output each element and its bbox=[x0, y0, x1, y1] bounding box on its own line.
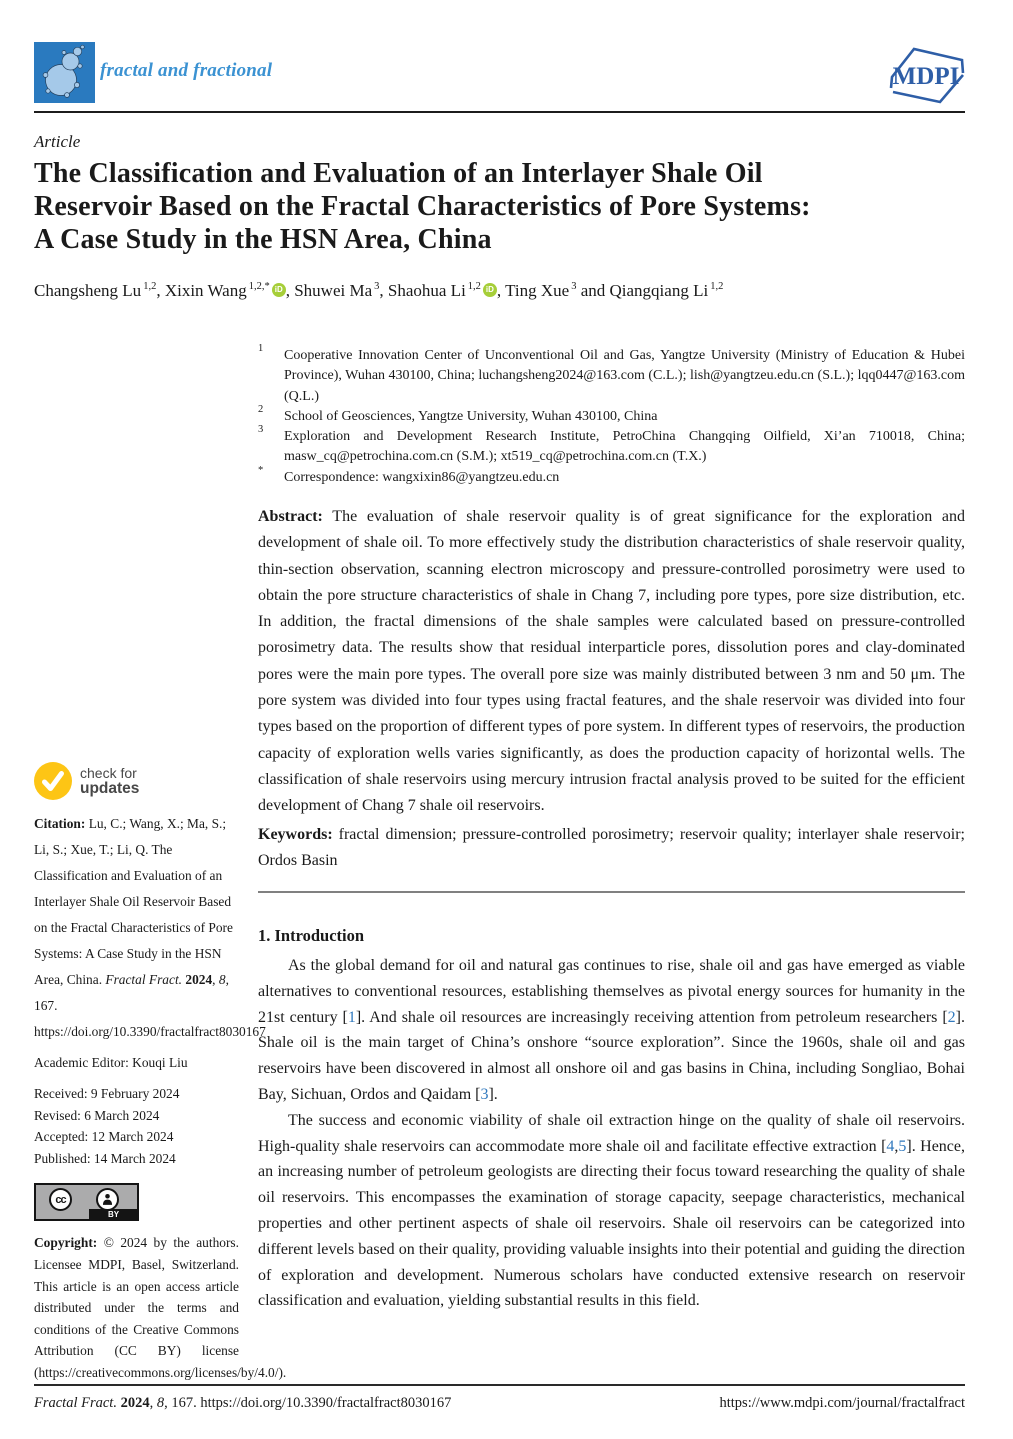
author: Qiangqiang Li $^{1,2}$ bbox=[609, 281, 724, 300]
section-heading: 1. Introduction bbox=[258, 926, 365, 945]
page-footer bbox=[34, 1395, 965, 1412]
affiliation-item: 1 Cooperative Innovation Center of Unconventional Oil and Gas, Yangtze University (Ministry of Education & Hubei Province), Wuhan 430100, China; luchangsheng2024@163.com (C.L.); lish@yangtzeu.edu.cn (S.L.); lqq0447@163.com (Q.L.) bbox=[258, 343, 965, 404]
abstract-text: The evaluation of shale reservoir quality is of great significance for the exploration and development of shale oil. To more effectively study the distribution characteristics of shale reservoir quality, thin-section observation, scanning electron microscopy and pressure-controlled porosimetry were used to obtain the pore structure characteristics of shale in Chang 7, including pore types, pore size distribution, etc. In addition, the fractal dimensions of the shale samples were calculated based on pressure-controlled porosimetry data. The results show that residual interparticle pores, dissolution pores and clay-dominated pores were the main pore types. The overall pore size was mainly distributed between 3 nm and 50 μm. The pore system was divided into four types using fractal features, and the shale reservoir was divided into four types based on the proportion of different types of pore system. In different types of reservoirs, the production capacity of exploration wells varies significantly, as does the production capacity of horizontal wells. The classification of shale reservoirs using mercury intrusion fractal analysis proved to be suited for the efficient development of Chang 7 shale oil reservoirs. bbox=[258, 508, 965, 815]
citation-ref[interactable]: 2 bbox=[947, 1008, 956, 1026]
revised-date: Revised: 6 March 2024 bbox=[34, 1107, 160, 1123]
license-by-label: BY bbox=[89, 1209, 138, 1220]
title-line: The Classification and Evaluation of an Interlayer Shale Oil bbox=[34, 158, 763, 189]
footer-citation[interactable]: Fractal Fract. 2024, 8, 167. https://doi.org/10.3390/fractalfract8030167 bbox=[34, 1395, 452, 1411]
orcid-icon[interactable]: iD bbox=[272, 283, 286, 297]
orcid-icon[interactable]: iD bbox=[483, 283, 497, 297]
article-type: Article bbox=[34, 132, 81, 151]
doi-link[interactable]: , 167. https://doi.org/10.3390/fractalfract8030167 bbox=[34, 972, 266, 1039]
citation-block: Citation: Lu, C.; Wang, X.; Ma, S.; Li, S.; Xue, T.; Li, Q. The Classification and Evaluation of an Interlayer Shale Oil Reservoir Based on the Fractal Characteristics of Pore Systems: A Case Study in the HSN Area, China. Fractal Fract. 2024, 8, 167. https://doi.org/10.3390/fractalfract8030167 bbox=[34, 816, 266, 1039]
check-for-updates-label: check for updates bbox=[80, 765, 140, 797]
introduction-text bbox=[258, 953, 965, 1314]
title-line: Reservoir Based on the Fractal Characteristics of Pore Systems: bbox=[34, 191, 811, 222]
title-line: A Case Study in the HSN Area, China bbox=[34, 224, 492, 255]
mdpi-wordmark: MDPI bbox=[892, 63, 960, 90]
cc-icon: cc bbox=[49, 1188, 72, 1211]
abstract bbox=[258, 504, 965, 820]
keywords-text: fractal dimension; pressure-controlled porosimetry; reservoir quality; interlayer shale reservoir; Ordos Basin bbox=[258, 826, 965, 870]
citation-ref[interactable]: 3 bbox=[480, 1085, 489, 1103]
person-icon bbox=[96, 1188, 119, 1211]
author: Shuwei Ma $^3$, bbox=[294, 281, 388, 300]
mdpi-logo[interactable] bbox=[886, 43, 966, 108]
author: Changsheng Lu $^{1,2}$, bbox=[34, 281, 165, 300]
section-divider bbox=[258, 891, 965, 893]
paragraph: As the global demand for oil and natural gas continues to rise, shale oil and gas have emerged as viable alternatives to conventional resources, establishing themselves as pivotal energy sources for humanity in the 21st century [1]. And shale oil resources are increasingly receiving attention from petroleum researchers [2]. Shale oil is the main target of China’s onshore “source exploration”. Since the 1960s, shale oil and gas reservoirs have been discovered in almost all onshore oil and gas basins in China, including Songliao, Bohai Bay, Sichuan, Ordos and Qaidam [3]. bbox=[258, 957, 965, 1103]
author: Ting Xue $^3$ and bbox=[505, 281, 610, 300]
published-date: Published: 14 March 2024 bbox=[34, 1150, 176, 1166]
citation-ref[interactable]: 4 bbox=[886, 1137, 895, 1155]
footer-rule bbox=[34, 1384, 965, 1386]
header-rule bbox=[34, 111, 965, 113]
citation-ref[interactable]: 1 bbox=[347, 1008, 356, 1026]
journal-name: fractal and fractional bbox=[100, 60, 273, 81]
correspondence-line: * Correspondence: wangxixin86@yangtzeu.edu.cn bbox=[258, 464, 560, 485]
authors-line bbox=[34, 281, 975, 301]
sidebar bbox=[34, 761, 287, 1384]
citation-ref[interactable]: 5 bbox=[898, 1137, 907, 1155]
accepted-date: Accepted: 12 March 2024 bbox=[34, 1129, 174, 1145]
footer-journal-url[interactable]: https://www.mdpi.com/journal/fractalfract bbox=[719, 1395, 965, 1411]
copyright-notice: Copyright: © 2024 by the authors. Licensee MDPI, Basel, Switzerland. This article is an open access article distributed under the terms and conditions of the Creative Commons Attribution (CC BY) license (https://creativecommons.org/licenses/by/4.0/). bbox=[34, 1235, 287, 1380]
affiliation-item: 3 Exploration and Development Research Institute, PetroChina Changqing Oilfield, Xi’an 710018, China; masw_cq@petrochina.com.cn (S.M.); xt519_cq@petrochina.com.cn (T.X.) bbox=[258, 424, 965, 465]
author: Shaohua Li $^{1,2}$ iD , bbox=[387, 281, 506, 300]
keywords-label: Keywords: bbox=[258, 826, 333, 843]
affiliations bbox=[258, 343, 965, 488]
article-dates bbox=[34, 1083, 239, 1169]
journal-logo[interactable] bbox=[34, 42, 95, 103]
paragraph: The success and economic viability of shale oil extraction hinge on the quality of shale oil reservoirs. High-quality shale reservoirs can accommodate more shale oil and facilitate effective extraction [4,5]. Hence, an increasing number of petroleum geologists are directing their focus toward researching the quality of shale oil reservoirs. This encompasses the examination of storage capacity, seepage characteristics, mechanical properties and other pertinent aspects of shale oil reservoirs. Shale oil reservoirs can be categorized into different levels based on their quality, providing valuable insights into their potential and guiding the direction of exploration and development. Numerous scholars have conducted extensive research on reservoir classification and evaluation, yielding substantial results in this field. bbox=[258, 1111, 966, 1310]
keywords bbox=[258, 822, 965, 875]
article-title bbox=[34, 157, 975, 256]
check-for-updates-badge[interactable] bbox=[34, 761, 239, 801]
abstract-label: Abstract: bbox=[258, 508, 323, 525]
check-icon bbox=[34, 762, 72, 800]
fractal-icon bbox=[34, 42, 95, 103]
cc-by-license-badge[interactable] bbox=[34, 1183, 139, 1221]
academic-editor: Academic Editor: Kouqi Liu bbox=[34, 1055, 188, 1070]
author: Xixin Wang $^{1,2,*}$ iD , bbox=[164, 281, 295, 300]
affiliation-item: 2 School of Geosciences, Yangtze University, Wuhan 430100, China bbox=[258, 403, 658, 424]
received-date: Received: 9 February 2024 bbox=[34, 1086, 180, 1101]
